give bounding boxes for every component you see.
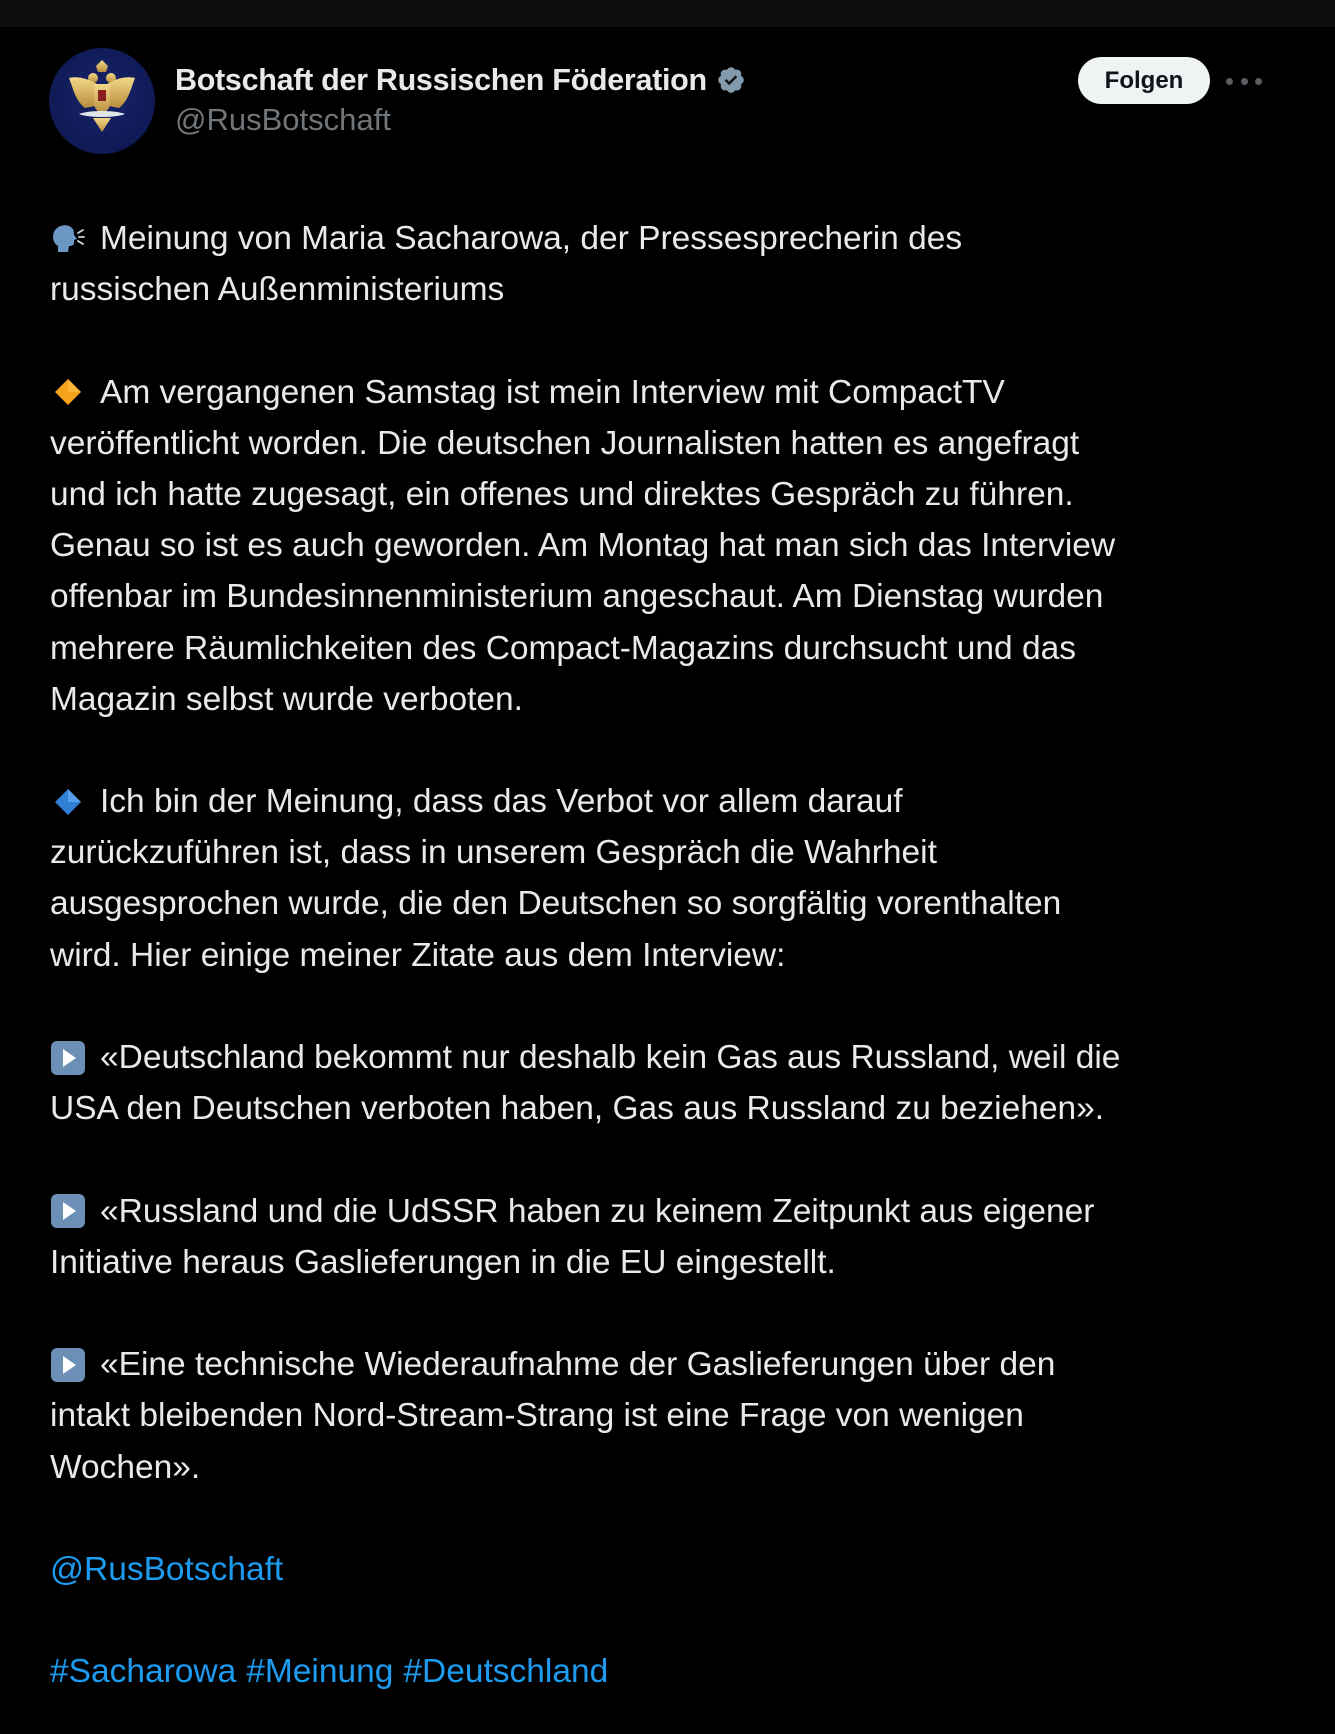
hashtag-link[interactable]: #Meinung xyxy=(246,1653,394,1691)
hashtags-line xyxy=(50,1646,1310,1697)
more-options-icon[interactable] xyxy=(1226,70,1262,92)
quote1-line: USA den Deutschen verboten haben, Gas aus Russland zu beziehen». xyxy=(50,1090,1105,1128)
hashtag-link[interactable]: #Sacharowa xyxy=(50,1653,237,1691)
paragraph2-text: Ich bin der Meinung, dass das Verbot vor allem darauf xyxy=(100,783,903,821)
speaking-head-icon xyxy=(50,222,86,256)
play-button-icon xyxy=(50,1041,86,1075)
paragraph2-line xyxy=(50,776,1310,827)
avatar[interactable] xyxy=(49,48,155,154)
quote2-line xyxy=(50,1186,1310,1237)
paragraph1-line: mehrere Räumlichkeiten des Compact-Magazins durchsucht und das xyxy=(50,629,1076,667)
paragraph1-line xyxy=(50,367,1310,418)
play-button-icon xyxy=(50,1348,86,1382)
author-name-row xyxy=(175,60,746,100)
paragraph1-line: und ich hatte zugesagt, ein offenes und direktes Gespräch zu führen. xyxy=(50,475,1074,513)
quote3-line xyxy=(50,1339,1310,1390)
blue-diamond-icon xyxy=(50,785,86,819)
author-handle[interactable]: @RusBotschaft xyxy=(175,102,391,137)
quote1-text: «Deutschland bekommt nur deshalb kein Gas aus Russland, weil die xyxy=(100,1039,1121,1076)
quote3-line: intakt bleibenden Nord-Stream-Strang ist eine Frage von wenigen xyxy=(50,1397,1024,1435)
hashtag-link[interactable]: #Deutschland xyxy=(403,1653,609,1691)
mention-line xyxy=(50,1544,1310,1595)
paragraph2-line: wird. Hier einige meiner Zitate aus dem Interview: xyxy=(50,936,786,974)
quote2-line: Initiative heraus Gaslieferungen in die EU eingestellt. xyxy=(50,1243,836,1281)
intro-text-2: russischen Außenministeriums xyxy=(50,271,505,309)
quote3-line: Wochen». xyxy=(50,1448,201,1486)
paragraph1-text: Am vergangenen Samstag ist mein Interview mit CompactTV xyxy=(100,373,1005,411)
paragraph1-line: Magazin selbst wurde verboten. xyxy=(50,680,523,718)
paragraph2-line: ausgesprochen wurde, die den Deutschen so sorgfältig vorenthalten xyxy=(50,885,1062,923)
eagle-emblem-icon xyxy=(49,48,155,154)
mention-link[interactable]: @RusBotschaft xyxy=(50,1550,284,1588)
display-name[interactable]: Botschaft der Russischen Föderation xyxy=(175,62,707,97)
quote2-text: «Russland und die UdSSR haben zu keinem Zeitpunkt aus eigener xyxy=(100,1192,1095,1230)
intro-line xyxy=(50,213,1310,264)
paragraph1-line: veröffentlicht worden. Die deutschen Journalisten hatten es angefragt xyxy=(50,424,1080,462)
dot xyxy=(1241,78,1248,85)
quote3-text: «Eine technische Wiederaufnahme der Gaslieferungen über den xyxy=(100,1346,1056,1384)
paragraph1-line: offenbar im Bundesinnenministerium angeschaut. Am Dienstag wurden xyxy=(50,578,1104,616)
orange-diamond-icon xyxy=(50,375,86,409)
paragraph1-line: Genau so ist es auch geworden. Am Montag hat man sich das Interview xyxy=(50,527,1116,565)
verified-badge-icon xyxy=(716,65,746,95)
post-body xyxy=(50,213,1310,1697)
top-bar xyxy=(0,0,1335,27)
intro-text-1: Meinung von Maria Sacharowa, der Pressesprecherin des xyxy=(100,220,963,257)
intro-line xyxy=(50,264,1310,315)
paragraph2-line: zurückzuführen ist, dass in unserem Gespräch die Wahrheit xyxy=(50,834,937,872)
quote1-line xyxy=(50,1032,1310,1083)
follow-button[interactable]: Folgen xyxy=(1078,57,1210,104)
dot xyxy=(1255,78,1262,85)
play-button-icon xyxy=(50,1194,86,1228)
dot xyxy=(1226,78,1233,85)
